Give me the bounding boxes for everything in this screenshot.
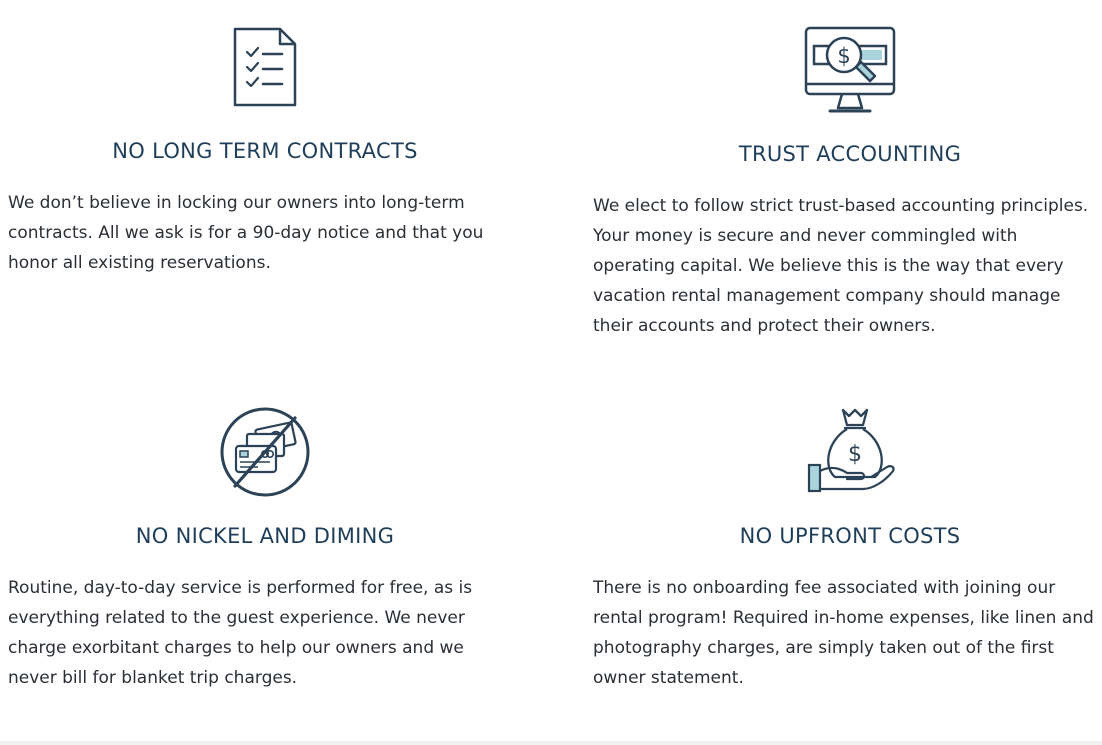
feature-description: Routine, day-to-day service is performed for free, as is everything related to the guest experience. We never charge exorbitant charges to help our owners and we never bill for blanket trip charges.	[8, 578, 473, 688]
feature-title: NO LONG TERM CONTRACTS	[112, 139, 418, 163]
svg-text:$: $	[837, 44, 851, 68]
feature-title: TRUST ACCOUNTING	[738, 142, 962, 166]
feature-description: We elect to follow strict trust-based accounting principles. Your money is secure and never commingled with operating capital. We believe this is the way that every vacation rental management company should manage their accounts and protect their owners.	[593, 196, 1089, 336]
monitor-dollar-magnifier-icon	[804, 26, 896, 118]
checklist-document-icon	[232, 26, 298, 108]
no-fees-cards-cash-icon	[219, 406, 311, 498]
money-bag-hand-icon	[805, 405, 897, 497]
feature-description: We don’t believe in locking our owners into long-term contracts. All we ask is for a 90-day notice and that you honor all existing reservations.	[8, 193, 484, 273]
feature-description: There is no onboarding fee associated with joining our rental program! Required in-home expenses, like linen and photography charges, are simply taken out of the first owner statement.	[593, 578, 1094, 688]
svg-text:$: $	[848, 442, 862, 467]
feature-title: NO UPFRONT COSTS	[739, 524, 961, 548]
section-bottom-divider	[0, 741, 1102, 745]
feature-title: NO NICKEL AND DIMING	[135, 524, 395, 548]
